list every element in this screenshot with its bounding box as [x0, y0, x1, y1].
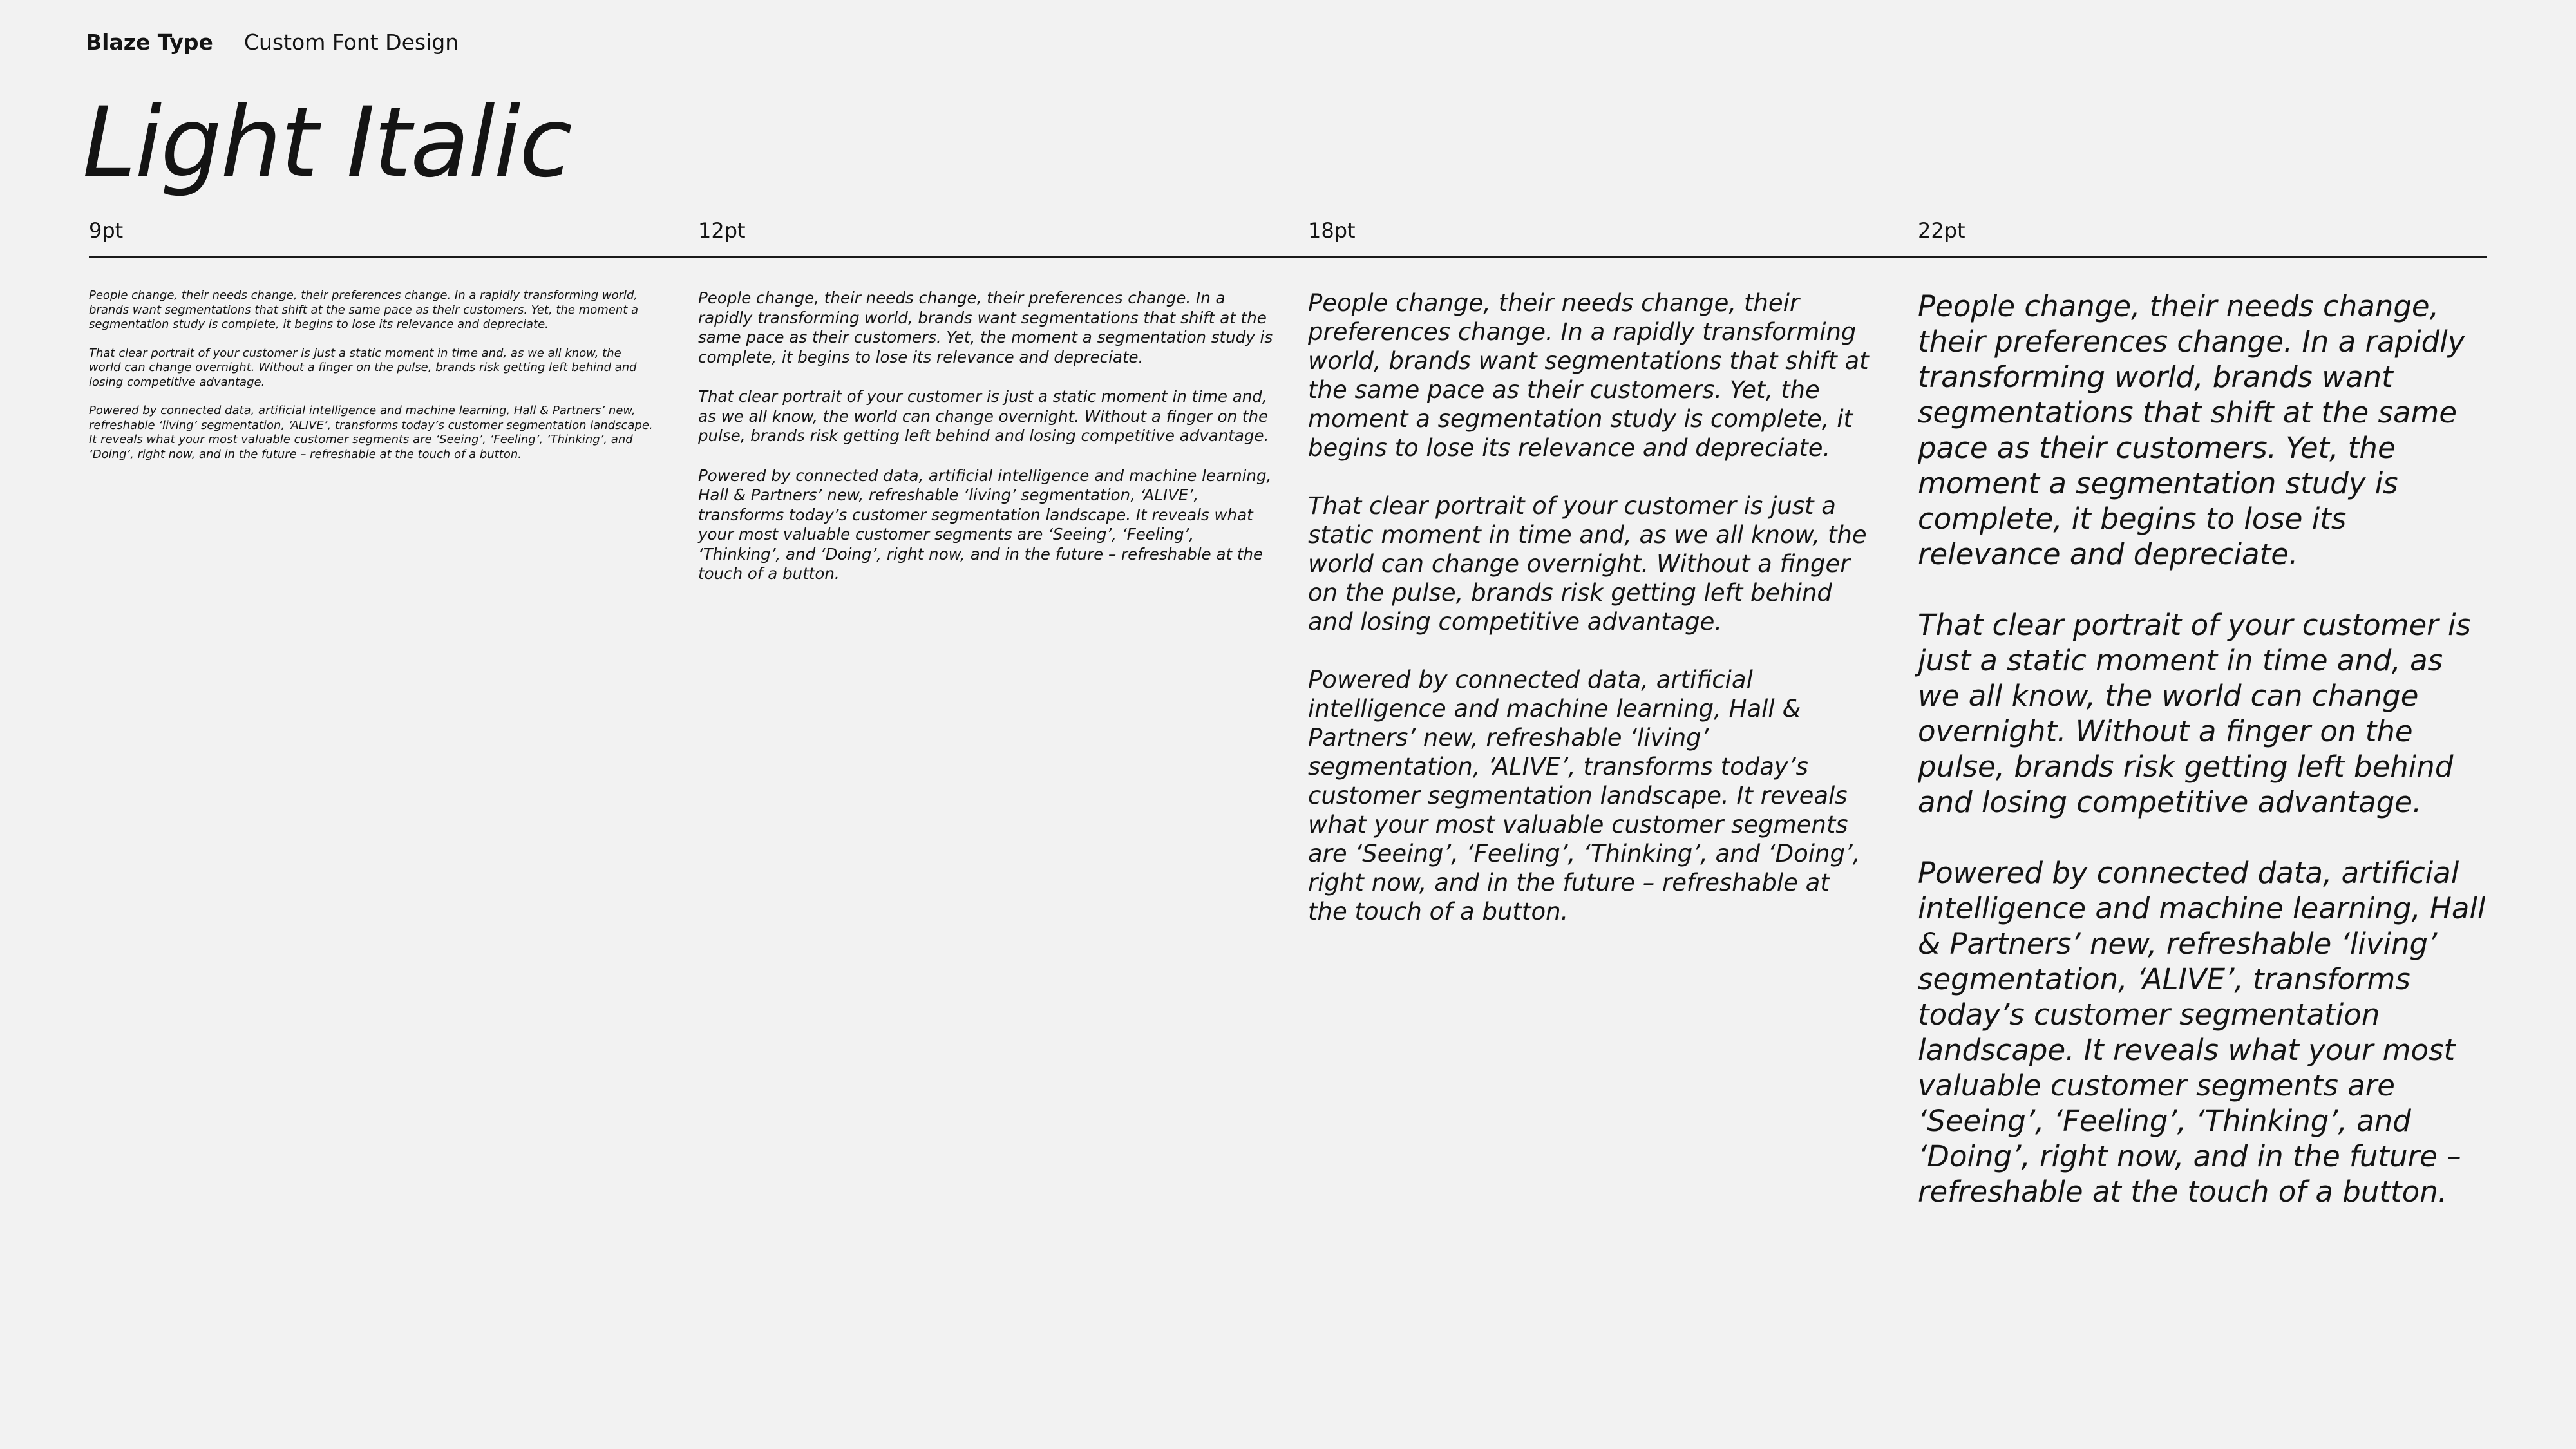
size-label-18pt: 18pt	[1308, 218, 1356, 243]
specimen-paragraph: People change, their needs change, their preferences change. In a rapidly transforming world, brands want segmentations that shift at the same pace as their customers. Yet, the moment a segmentation study is complete, it begins to lose its relevance and depreciate.	[89, 289, 639, 331]
specimen-paragraph: That clear portrait of your customer is just a static moment in time and, as we all know, the world can change overnight. Without a finger on the pulse, brands risk getting left behind and losing competitive advantage.	[1918, 608, 2471, 819]
specimen-paragraph: Powered by connected data, artificial intelligence and machine learning, Hall & Partners’ new, refreshable ‘living’ segmentation, ‘ALIVE’, transforms today’s customer segmentation landscape. It reveals what your most valuable customer segments are ‘Seeing’, ‘Feeling’, ‘Thinking’, and ‘Doing’, right now, and in the future – refreshable at the touch of a button.	[698, 466, 1272, 583]
specimen-paragraph: People change, their needs change, their preferences change. In a rapidly transforming world, brands want segmentations that shift at the same pace as their customers. Yet, the moment a segmentation study is complete, it begins to lose its relevance and depreciate.	[698, 289, 1273, 366]
size-labels-row	[0, 216, 2576, 245]
page-title: Light Italic	[82, 87, 571, 199]
size-label-22pt: 22pt	[1918, 218, 1965, 243]
specimen-paragraph: That clear portrait of your customer is just a static moment in time and, as we all know, the world can change overnight. Without a finger on the pulse, brands risk getting left behind and losing competitive advantage.	[698, 387, 1269, 445]
specimen-column-9pt	[89, 289, 656, 476]
specimen-paragraph: Powered by connected data, artificial intelligence and machine learning, Hall & Partners’ new, refreshable ‘living’ segmentation, ‘ALIVE’, transforms today’s customer segmentation landscape. It reveals what your most valuable customer segments are ‘Seeing’, ‘Feeling’, ‘Thinking’, and ‘Doing’, right now, and in the future – refreshable at the touch of a button.	[1308, 666, 1861, 925]
specimen-column-12pt	[698, 289, 1278, 604]
divider-line	[89, 256, 2487, 258]
specimen-paragraph: People change, their needs change, their preferences change. In a rapidly transforming world, brands want segmentations that shift at the same pace as their customers. Yet, the moment a segmentation study is complete, it begins to lose its relevance and depreciate.	[1308, 289, 1869, 462]
size-label-12pt: 12pt	[698, 218, 746, 243]
size-label-9pt: 9pt	[89, 218, 124, 243]
brand-name: Blaze Type	[86, 30, 213, 55]
specimen-paragraph: That clear portrait of your customer is just a static moment in time and, as we all know, the world can change overnight. Without a finger on the pulse, brands risk getting left behind and losing competitive advantage.	[89, 346, 637, 389]
header-subtitle: Custom Font Design	[243, 30, 459, 55]
header	[86, 28, 459, 57]
specimen-column-22pt	[1918, 289, 2491, 1245]
specimen-paragraph: Powered by connected data, artificial intelligence and machine learning, Hall & Partners’ new, refreshable ‘living’ segmentation, ‘ALIVE’, transforms today’s customer segmentation landscape. It reveals what your most valuable customer segments are ‘Seeing’, ‘Feeling’, ‘Thinking’, and ‘Doing’, right now, and in the future – refreshable at the touch of a button.	[1918, 856, 2486, 1209]
specimen-paragraph: People change, their needs change, their preferences change. In a rapidly transforming world, brands want segmentations that shift at the same pace as their customers. Yet, the moment a segmentation study is complete, it begins to lose its relevance and depreciate.	[1918, 289, 2465, 571]
specimen-column-18pt	[1308, 289, 1875, 955]
specimen-paragraph: That clear portrait of your customer is just a static moment in time and, as we all know, the world can change overnight. Without a finger on the pulse, brands risk getting left behind and losing competitive advantage.	[1308, 492, 1867, 636]
specimen-paragraph: Powered by connected data, artificial intelligence and machine learning, Hall & Partners’ new, refreshable ‘living’ segmentation, ‘ALIVE’, transforms today’s customer segmentation landscape. It reveals what your most valuable customer segments are ‘Seeing’, ‘Feeling’, ‘Thinking’, and ‘Doing’, right now, and in the future – refreshable at the touch of a button.	[89, 404, 653, 461]
